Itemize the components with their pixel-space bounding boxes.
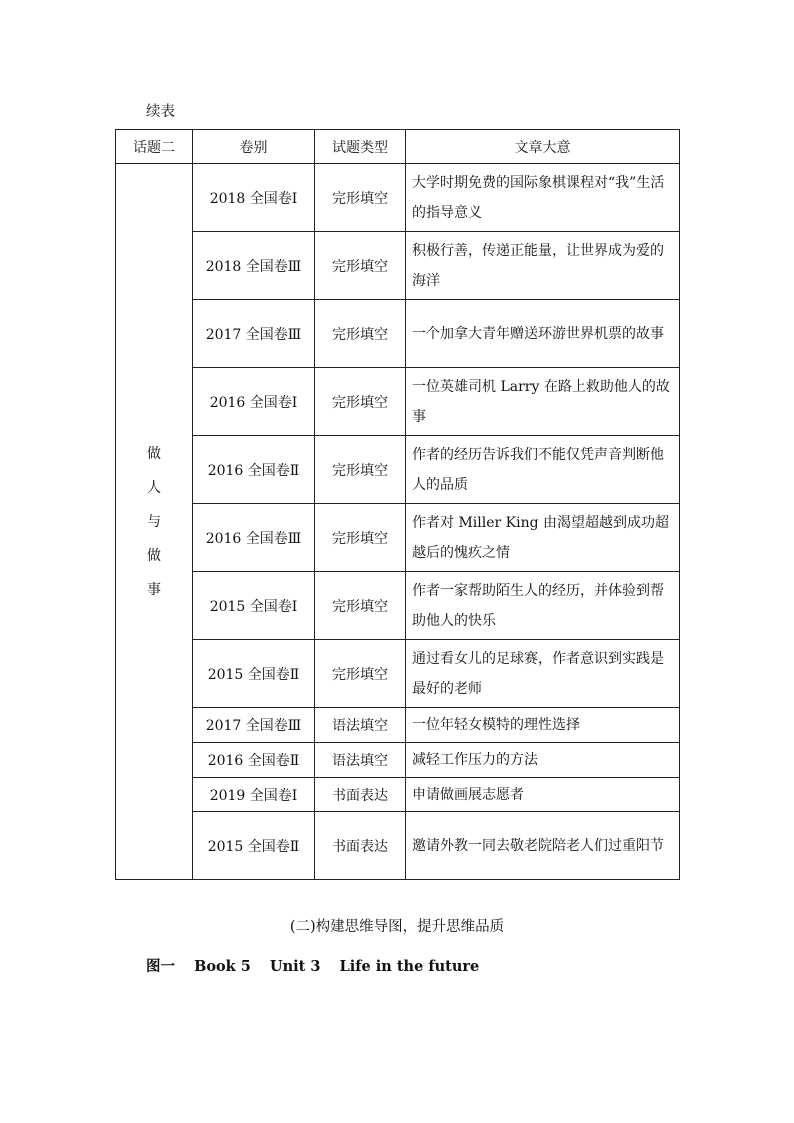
topic-table	[115, 129, 680, 880]
paper-cell: 2015 全国卷Ⅱ	[193, 640, 315, 708]
type-cell: 完形填空	[315, 164, 406, 232]
paper-cell: 2016 全国卷Ⅱ	[193, 436, 315, 504]
type-cell: 语法填空	[315, 743, 406, 778]
type-cell: 书面表达	[315, 812, 406, 880]
type-cell: 完形填空	[315, 640, 406, 708]
table-caption: 续表	[146, 104, 175, 120]
meaning-cell: 邀请外教一同去敬老院陪老人们过重阳节	[406, 812, 680, 880]
paper-cell: 2016 全国卷Ⅰ	[193, 368, 315, 436]
figure-title: Life in the future	[339, 958, 480, 975]
header-paper: 卷别	[193, 130, 315, 164]
table-row	[116, 504, 680, 572]
meaning-cell: 作者一家帮助陌生人的经历，并体验到帮助他人的快乐	[406, 572, 680, 640]
type-cell: 书面表达	[315, 778, 406, 812]
paper-cell: 2015 全国卷Ⅰ	[193, 572, 315, 640]
type-cell: 完形填空	[315, 504, 406, 572]
table-row	[116, 743, 680, 778]
meaning-cell: 一位年轻女模特的理性选择	[406, 708, 680, 743]
meaning-cell: 积极行善，传递正能量，让世界成为爱的海洋	[406, 232, 680, 300]
paper-cell: 2015 全国卷Ⅱ	[193, 812, 315, 880]
meaning-cell: 申请做画展志愿者	[406, 778, 680, 812]
type-cell: 完形填空	[315, 368, 406, 436]
meaning-cell: 作者的经历告诉我们不能仅凭声音判断他人的品质	[406, 436, 680, 504]
table-header-row	[116, 130, 680, 164]
meaning-cell: 减轻工作压力的方法	[406, 743, 680, 778]
table-row	[116, 368, 680, 436]
type-cell: 语法填空	[315, 708, 406, 743]
table-row	[116, 164, 680, 232]
table-row	[116, 812, 680, 880]
table-row	[116, 640, 680, 708]
header-topic: 话题二	[116, 130, 193, 164]
paper-cell: 2018 全国卷Ⅲ	[193, 232, 315, 300]
figure-book: Book 5	[194, 958, 251, 975]
meaning-cell: 作者对 Miller King 由渴望超越到成功超越后的愧疚之情	[406, 504, 680, 572]
topic-cell	[116, 164, 193, 880]
figure-unit: Unit 3	[269, 958, 321, 975]
paper-cell: 2016 全国卷Ⅲ	[193, 504, 315, 572]
paper-cell: 2016 全国卷Ⅱ	[193, 743, 315, 778]
table-row	[116, 300, 680, 368]
figure-label	[146, 955, 493, 976]
table-row	[116, 232, 680, 300]
table-row	[116, 708, 680, 743]
type-cell: 完形填空	[315, 232, 406, 300]
meaning-cell: 一个加拿大青年赠送环游世界机票的故事	[406, 300, 680, 368]
table-row	[116, 778, 680, 812]
topic-label: 做人与做事	[147, 445, 161, 598]
table-row	[116, 572, 680, 640]
header-meaning: 文章大意	[406, 130, 680, 164]
paper-cell: 2018 全国卷Ⅰ	[193, 164, 315, 232]
paper-cell: 2017 全国卷Ⅲ	[193, 708, 315, 743]
paper-cell: 2017 全国卷Ⅲ	[193, 300, 315, 368]
type-cell: 完形填空	[315, 436, 406, 504]
type-cell: 完形填空	[315, 300, 406, 368]
header-type: 试题类型	[315, 130, 406, 164]
meaning-cell: 大学时期免费的国际象棋课程对“我”生活的指导意义	[406, 164, 680, 232]
meaning-cell: 一位英雄司机 Larry 在路上救助他人的故事	[406, 368, 680, 436]
paper-cell: 2019 全国卷Ⅰ	[193, 778, 315, 812]
figure-number: 图一	[146, 958, 175, 975]
type-cell: 完形填空	[315, 572, 406, 640]
meaning-cell: 通过看女儿的足球赛，作者意识到实践是最好的老师	[406, 640, 680, 708]
table-row	[116, 436, 680, 504]
section-title: (二)构建思维导图，提升思维品质	[289, 919, 505, 935]
